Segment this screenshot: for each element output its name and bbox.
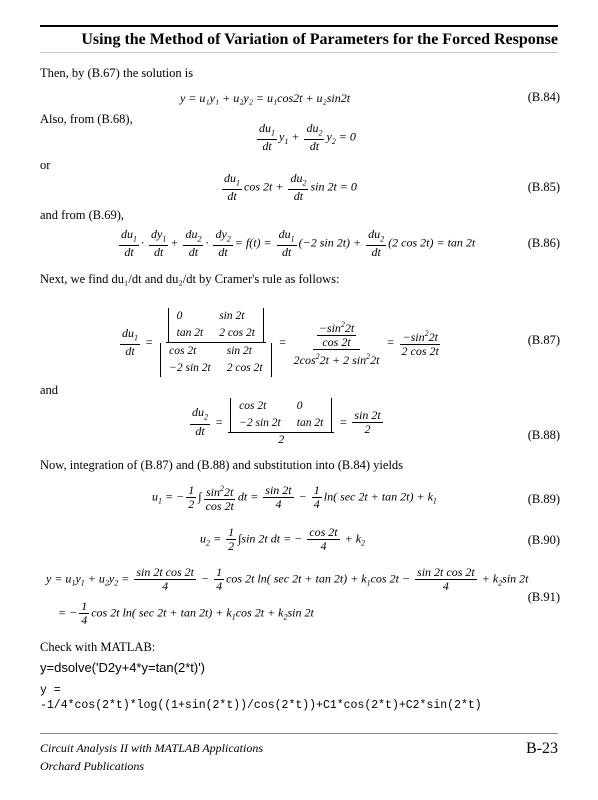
equation-b89: $u_1$ = − $\frac{1}{2}$ ∫ $\frac{\sin^22t}{\cos 2t}$ dt = $\frac{\sin 2t}{4}$ − $\frac{1}{4}$ ln( $\sec 2t + \tan 2t) + k_1$ — [152, 483, 437, 513]
equation-b90: $u_2$ = $\frac{1}{2}$ ∫sin 2t dt = − $\frac{\cos 2t}{4}$ + $k_2$ — [200, 525, 366, 553]
equation-number-b90: (B.90) — [527, 533, 560, 547]
page-title: Using the Method of Variation of Parameters for the Forced Response — [81, 31, 558, 48]
equation-b86: $\frac{du_1}{dt}$ · $\frac{dy_1}{dt}$ + $\frac{du_2}{dt}$ · $\frac{dy_2}{dt}$ = f(t) = $\frac{du_1}{dt}$ (−2 sin 2t) + $\frac{du_2}{dt}$ (2 cos 2t) = tan 2t — [121, 227, 476, 260]
header-rule — [40, 25, 558, 27]
paragraph-1: Then, by (B.67) the solution is — [40, 66, 194, 80]
equation-number-b88: (B.88) — [527, 428, 560, 442]
footer-rule — [40, 733, 558, 734]
matlab-command: y=dsolve('D2y+4*y=tan(2*t)') — [40, 660, 206, 675]
equation-number-b91: (B.91) — [527, 590, 560, 604]
footer-publisher: Orchard Publications — [40, 759, 145, 773]
equation-number-b86: (B.86) — [527, 236, 560, 250]
matlab-output: -1/4*cos(2*t)*log((1+sin(2*t))/cos(2*t))+C1*cos(2*t)+C2*sin(2*t) — [40, 699, 482, 712]
footer-book-title: Circuit Analysis II with MATLAB Applications — [40, 741, 264, 755]
paragraph-5: Next, we find du₁/dt and du₂/dt by Cramer's rule as follows: — [40, 272, 340, 286]
header-divider — [40, 52, 558, 53]
equation-number-b89: (B.89) — [527, 492, 560, 506]
equation-b87: $\frac{du_1}{dt}$ = 0 sin 2t tan 2t 2 cos 2t cos 2t sin 2t −2 sin 2t 2 cos 2t = $\frac{\frac{-\sin^22t}{\cos 2t}}{2\cos^22t + 2 \sin^22t}$ = $\frac{-\sin^22t}{2 \cos 2t}$ — [118, 308, 443, 377]
paragraph-2: Also, from (B.68), — [40, 112, 133, 126]
equation-b88: $\frac{du_2}{dt}$ = cos 2t 0 −2 sin 2t tan 2t 2 = $\frac{\sin 2t}{2}$ — [192, 400, 381, 446]
equation-b85: $\frac{du_1}{dt}$ cos 2t + $\frac{du_2}{dt}$ sin 2t = 0 — [224, 171, 357, 204]
page-number: B-23 — [526, 740, 558, 757]
equation-b91-line1: $y = u_1y_1 + u_2y_2$ = $\frac{\text{sin 2t cos 2t}}{4}$ − $\frac{1}{4}$ cos 2t ln( $\sec 2t + \tan 2t) + k_1\cos$ 2t − $\frac{\text{sin 2t cos 2t}}{4}$ + $k_2\sin$ 2t — [46, 565, 529, 593]
equation-b84a: $\frac{du_1}{dt}$ $y_1$ + $\frac{du_2}{dt}$ $y_2 = 0$ — [259, 121, 356, 154]
equation-number-b85: (B.85) — [527, 180, 560, 194]
equation-b84: y = u₁y₁ + u₂y₂ = u₁cos2t + u₂sin2t — [180, 91, 351, 105]
paragraph-6: and — [40, 383, 59, 397]
equation-number-b87: (B.87) — [527, 333, 560, 347]
paragraph-8: Check with MATLAB: — [40, 640, 156, 654]
paragraph-7: Now, integration of (B.87) and (B.88) and substitution into (B.84) yields — [40, 458, 404, 472]
equation-b91-line2: = − $\frac{1}{4}$ cos 2t ln( $\sec 2t + \tan 2t) + k_1\cos$ $2t + k_2\sin$ 2t — [58, 599, 314, 627]
paragraph-4: and from (B.69), — [40, 208, 125, 222]
equation-number-b84: (B.84) — [527, 90, 560, 104]
paragraph-3: or — [40, 158, 51, 172]
matlab-output-label: y = — [40, 684, 61, 697]
